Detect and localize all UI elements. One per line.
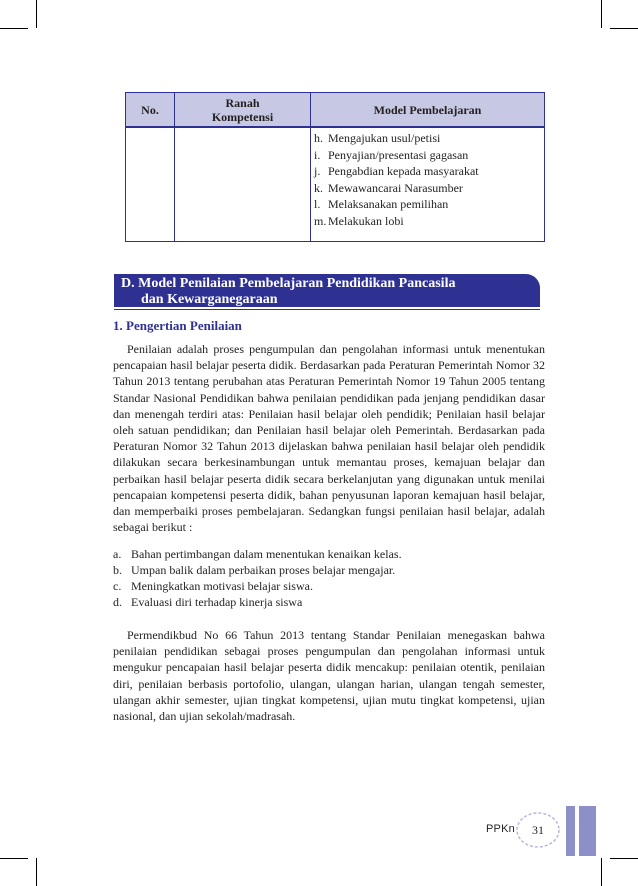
crop-mark: [36, 0, 37, 28]
paragraph-definition: Penilaian adalah proses pengumpulan dan pengolahan informasi untuk menentukan pencapaian hasil belajar peserta didik. Berdasarkan pada Peraturan Pemerintah Nomor 32 Tahun 2013 tentang perubahan atas Peraturan Pemerintah Nomor 19 Tahun 2005 tentang Standar Nasional Pendidikan bahwa penilaian pendidikan pada jenjang pendidikan dasar dan menengah terdiri atas: Penilaian hasil belajar oleh pendidik; Penilaian hasil belajar oleh satuan pendidikan; dan Penilaian hasil belajar oleh Pemerintah. Berdasarkan pada Peraturan Nomor 32 Tahun 2013 dijelaskan bahwa penilaian hasil belajar oleh pendidik dilakukan secara berkesinambungan untuk memantau proses, kemajuan belajar dan perbaikan hasil belajar peserta didik secara berkelanjutan yang digunakan untuk menilai pencapaian kompetensi peserta didik, bahan penyusunan laporan kemajuan hasil belajar, dan memperbaiki proses pembelajaran. Sedangkan fungsi penilaian hasil belajar, adalah sebagai berikut :: [113, 342, 545, 535]
list-item: a. Bahan pertimbangan dalam menentukan kenaikan kelas.: [113, 547, 402, 561]
decorative-bar: [566, 806, 575, 856]
list-item: b. Umpan balik dalam perbaikan proses belajar mengajar.: [113, 563, 396, 577]
crop-mark: [0, 28, 28, 29]
header-ranah: [175, 93, 310, 126]
learning-model-table: [125, 92, 545, 242]
paragraph-permendikbud: Permendikbud No 66 Tahun 2013 tentang Standar Penilaian menegaskan bahwa penilaian pendidikan sebagai proses pengumpulan dan pengolahan informasi untuk mengukur pencapaian hasil belajar peserta didik mencakup: penilaian otentik, penilaian diri, penilaian berbasis portofolio, ulangan, ulangan harian, ulangan tengah semester, ulangan akhir semester, ujian tingkat kompetensi, ujian mutu tingkat kompetensi, ujian nasional, dan ujian sekolah/madrasah.: [113, 628, 545, 724]
list-item: j. Pengabdian kepada masyarakat: [314, 164, 479, 178]
header-model: Model Pembelajaran: [373, 102, 482, 117]
header-ranah-line2: Kompetensi: [211, 109, 274, 124]
subject-label: PPKn: [486, 823, 515, 835]
page-number: 31: [514, 810, 562, 850]
section-title-line2: dan Kewarganegaraan: [141, 292, 278, 307]
section-heading: [114, 274, 540, 307]
list-item: i. Penyajian/presentasi gagasan: [314, 147, 469, 162]
crop-mark: [610, 858, 638, 859]
list-item: h. Mengajukan usul/petisi: [314, 131, 441, 145]
decorative-bar: [579, 806, 596, 856]
list-item: d. Evaluasi diri terhadap kinerja siswa: [113, 595, 303, 609]
header-no: No.: [141, 102, 159, 117]
header-ranah-line1: Ranah: [225, 95, 260, 110]
crop-mark: [601, 0, 602, 28]
subsection-title: 1. Pengertian Penilaian: [113, 318, 242, 333]
list-item: m. Melakukan lobi: [314, 213, 404, 228]
function-list: [113, 546, 402, 610]
list-item: k. Mewawancarai Narasumber: [314, 180, 463, 195]
crop-mark: [610, 28, 638, 29]
section-title-line1: D. Model Penilaian Pembelajaran Pendidikan Pancasila: [121, 276, 456, 291]
section-rule: [114, 309, 540, 310]
list-item: l. Melaksanakan pemilihan: [314, 197, 449, 211]
crop-mark: [601, 858, 602, 886]
list-item: c. Meningkatkan motivasi belajar siswa.: [113, 579, 313, 593]
crop-mark: [36, 858, 37, 886]
model-list: [314, 130, 479, 229]
crop-mark: [0, 858, 28, 859]
